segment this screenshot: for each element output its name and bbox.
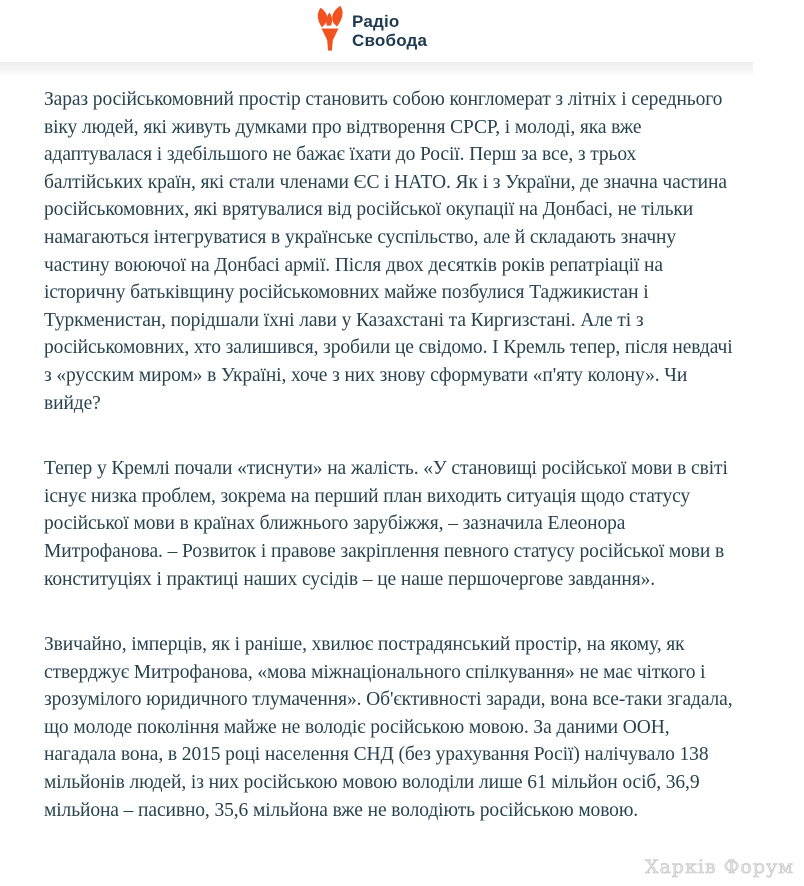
article-paragraph-3: Звичайно, імперців, як і раніше, хвилює пострадянський простір, на якому, як стверджує Митрофанова, «мова міжнаціонального спілкування» не має чіткого і зрозумілого юридичного тлумачення». Об'єктивності заради, вона все-таки згадала, що молоде покоління майже не володіє російською мовою. За даними ООН, нагадала вона, в 2015 році населення СНД (без урахування Росії) налічувало 138 мільйонів людей, із них російською мовою володіли лише 61 мільйон осіб, 36,9 мільйона – пасивно, 35,6 мільйона вже не володіють російською мовою. (44, 634, 733, 821)
radio-svoboda-logo[interactable] (314, 5, 427, 52)
logo-line-2: Свобода (352, 31, 428, 50)
logo-line-1: Радіо (352, 12, 400, 31)
article-paragraph-2: Тепер у Кремлі почали «тиснути» на жалість. «У становищі російської мови в світі існує низка проблем, зокрема на перший план виходить ситуація щодо статусу російської мови в країнах ближнього зарубіжжя, – зазначила Елеонора Митрофанова. – Розвиток і правове закріплення певного статусу російської мови в конституціях і практиці наших сусідів – це наше першочергове завдання». (44, 458, 728, 590)
torch-icon (314, 5, 346, 52)
watermark-text: Харків Форум (644, 856, 794, 878)
header-divider-bar (0, 62, 753, 75)
logo-wordmark (352, 5, 427, 50)
article-body (44, 86, 738, 824)
article-paragraph-1: Зараз російськомовний простір становить собою конгломерат з літніх і середнього віку людей, які живуть думками про відтворення СРСР, і молоді, яка вже адаптувалася і здебільшого не бажає їхати до Росії. Перш за все, з трьох балтійських країн, які стали членами ЄС і НАТО. Як і з України, де значна частина російськомовних, які врятувалися від російської окупації на Донбасі, не тільки намагаються інтегруватися в українське суспільство, але й складають значну частину воюючої на Донбасі армії. Після двох десятків років репатріації на історичну батьківщину російськомовних майже позбулися Таджикистан і Туркменистан, порідшали їхні лави у Казахстані та Киргизстані. Але ті з російськомовних, хто залишився, зробили це свідомо. І Кремль тепер, після невдачі з «русским миром» в Україні, хоче з них знову сформувати «п'яту колону». Чи вийде? (44, 89, 733, 414)
